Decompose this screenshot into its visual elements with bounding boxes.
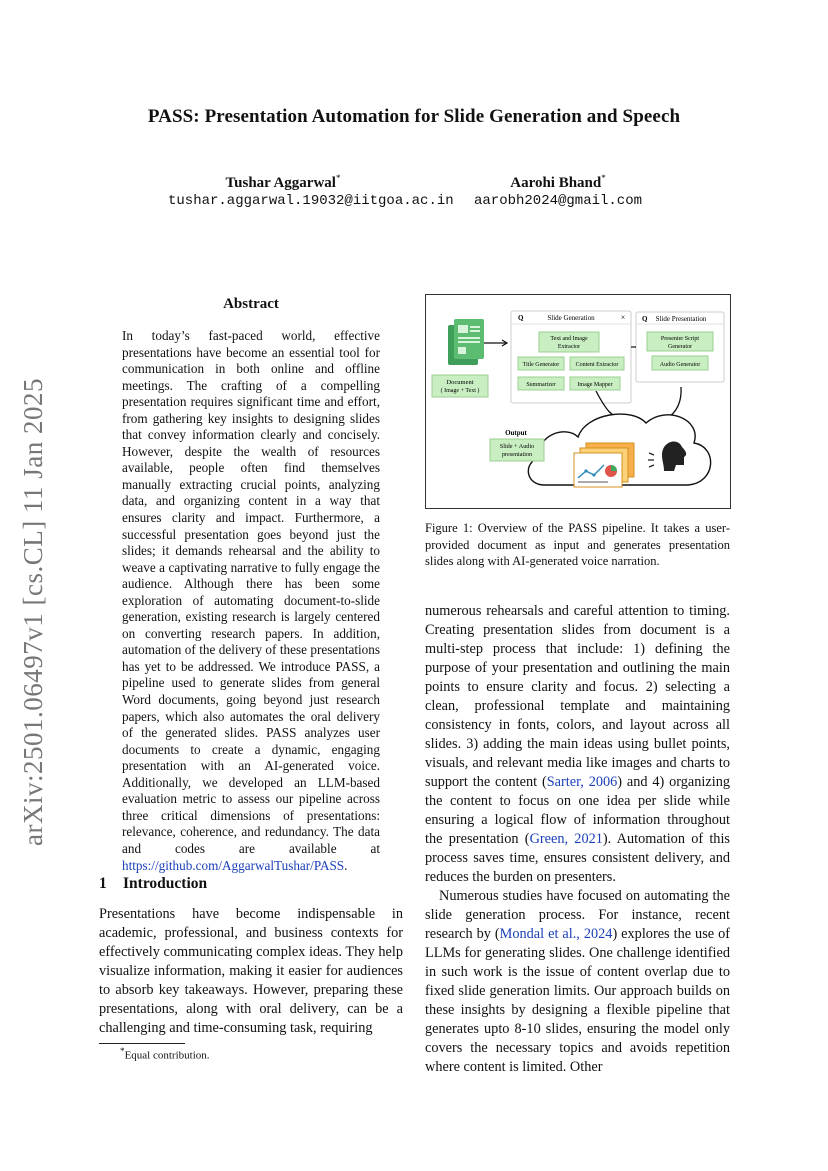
diagram-box-label: Extractor: [557, 344, 581, 350]
slides-illustration: [574, 443, 634, 487]
author-block-2: [443, 173, 673, 209]
figure-1: [425, 294, 731, 509]
output-box-label: Slide + Audio: [499, 443, 535, 450]
diagram-box-label: Content Extractor: [575, 362, 619, 368]
close-icon: ×: [620, 313, 626, 322]
paper-title: PASS: Presentation Automation for Slide Generation and Speech: [147, 106, 681, 127]
diagram-box-label: Generator: [668, 344, 692, 350]
diagram-box-label: Summarizer: [526, 382, 556, 388]
diagram-box-label: Image Mapper: [577, 382, 613, 388]
figure-caption: Figure 1: Overview of the PASS pipeline. It takes a user-provided document as input and generates presentation slides along with AI-generated voice narration.: [425, 521, 730, 569]
slide-presentation-panel: [636, 312, 724, 382]
document-icon: [448, 319, 484, 365]
abstract-heading: Abstract: [223, 296, 279, 312]
citation-link[interactable]: Mondal et al., 2024: [499, 926, 613, 942]
author-name: Tushar Aggarwal*: [225, 173, 341, 191]
diagram-box-label: Title Generator: [522, 362, 560, 368]
code-link[interactable]: https://github.com/AggarwalTushar/PASS: [122, 857, 345, 873]
output-label: Output: [505, 429, 527, 437]
search-icon: Q: [518, 314, 524, 322]
panel-title: Slide Presentation: [655, 315, 707, 323]
footnote-rule: [99, 1043, 185, 1044]
arxiv-stamp: arXiv:2501.06497v1 [cs.CL] 11 Jan 2025: [18, 378, 48, 846]
footnote: *Equal contribution.: [120, 1046, 210, 1062]
author-block-1: [168, 173, 454, 209]
citation-link[interactable]: Sarter, 2006: [546, 774, 618, 790]
citation-link[interactable]: Green, 2021: [529, 831, 603, 847]
paragraph: numerous rehearsals and careful attention to timing. Creating presentation slides from document is a multi-step process that include: 1) defining the purpose of your presentation and outlining the main points to ensure clarity and focus. 2) selecting a clean, professional template and maintaining consistency in fonts, colors, and layout across all slides. 3) adding the main ideas using bullet points, visuals, and relevant media like images and charts to support the content (Sarter, 2006) and 4) organizing the content to focus on one idea per slide while ensuring a logical flow of information throughout the presentation (Green, 2021). Automation of this process saves time, ensures consistent delivery, and reduces the burden on presenters.: [425, 603, 731, 885]
author-name: Aarohi Bhand*: [510, 173, 606, 191]
section-heading: 1 Introduction: [99, 875, 208, 892]
output-box-label: presentation: [501, 451, 533, 458]
author-email[interactable]: aarobh2024@gmail.com: [473, 193, 643, 209]
abstract-body: In today’s fast-paced world, effective presentations have become an essential tool for communication in both online and offline meetings. The crafting of a compelling presentation requires significant time and effort, from gathering key insights to designing slides that convey information clearly and concisely. However, despite the wealth of resources available, people often find themselves manually extracting crucial points, analyzing data, and organizing content in a way that ensures clarity and impact. Furthermore, a successful presentation goes beyond just the slides; it demands rehearsal and the ability to weave a captivating narrative to fully engage the audience. Although there has been some exploration of automating document-to-slide generation, existing research is largely centered on converting research papers. In addition, automation of the delivery of these presentations has yet to be addressed. We introduce PASS, a pipeline used to generate slides from general Word documents, going beyond just research papers, which also automates the oral delivery of the generated slides. PASS analyzes user documents to create a dynamic, engaging presentation with an AI-generated voice. Additionally, we developed an LLM-based evaluation metric to assess our pipeline across three critical dimensions of presentations: relevance, coherence, and redundancy. The data and codes are available at https://github.com/AggarwalTushar/PASS.: [122, 328, 380, 873]
diagram-box-label: Audio Generator: [659, 362, 701, 368]
author-email[interactable]: tushar.aggarwal.19032@iitgoa.ac.in: [168, 193, 454, 209]
document-sublabel: ( Image + Text ): [440, 388, 480, 394]
paragraph: Numerous studies have focused on automating the slide generation process. For instance, recent research by (Mondal et al., 2024) explores the use of LLMs for generating slides. One challenge identified in such work is the issue of content overlap due to fixed slide generation limits. Our approach builds on these insights by designing a flexible pipeline that generates upto 8-10 slides, ensuring the model only covers the necessary topics and avoids repetition where content is limited. Other: [425, 888, 730, 1075]
pipeline-diagram: [426, 295, 730, 508]
diagram-box-label: Presenter Script: [660, 336, 700, 342]
diagram-box-label: Text and Image: [550, 336, 588, 342]
search-icon: Q: [642, 315, 648, 323]
slide-generation-panel: [511, 311, 631, 403]
right-column-text: [425, 602, 730, 1077]
document-label: Document: [446, 379, 474, 386]
panel-title: Slide Generation: [547, 314, 595, 322]
intro-paragraph: Presentations have become indispensable in academic, professional, and business contexts for effectively communicating complex ideas. They help visualize information, making it easier for audiences to absorb key takeaways. However, preparing these presentations, along with oral delivery, can be a challenging and time-consuming task, requiring: [99, 906, 403, 1036]
